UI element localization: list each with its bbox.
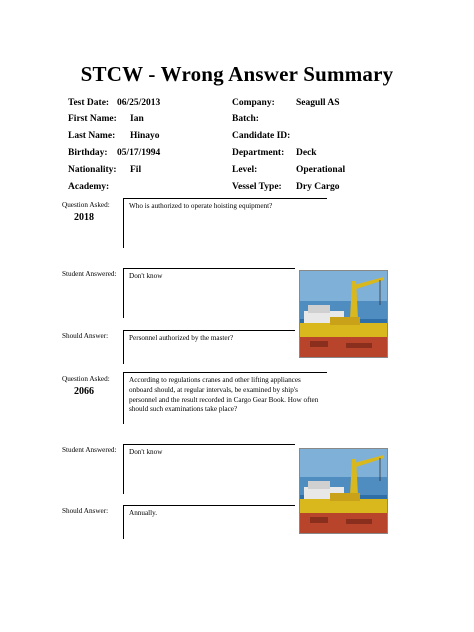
question-number: 2018 [74,212,94,223]
should-answer-label: Should Answer: [62,332,109,340]
test-date-value: 06/25/2013 [117,98,161,108]
company-value: Seagull AS [296,98,340,108]
cargo-ship-crane-image [299,270,388,358]
birthday-value: 05/17/1994 [117,148,161,158]
test-date-label: Test Date: [68,98,110,108]
correct-answer-text: Annually. [129,509,158,517]
page-title: STCW - Wrong Answer Summary [80,62,394,86]
question-asked-label: Question Asked: [62,375,110,383]
student-answered-label: Student Answered: [62,270,117,278]
first-name-label: First Name: [68,114,117,124]
question-text: Who is authorized to operate hoisting equipment? [129,202,273,210]
first-name-value: Ian [130,114,144,124]
student-answer-box [123,268,295,318]
question-asked-label: Question Asked: [62,201,110,209]
company-label: Company: [232,98,275,108]
candidate-id-label: Candidate ID: [232,131,291,141]
last-name-value: Hinayo [130,131,160,141]
batch-label: Batch: [232,114,259,124]
student-answered-label: Student Answered: [62,446,117,454]
last-name-label: Last Name: [68,131,116,141]
department-value: Deck [296,148,317,158]
question-text: According to regulations cranes and other lifting appliances onboard should, at regular intervals, be examined by ship's personnel and the result recorded in Cargo Gear Book. How often should such examinations take place? [129,376,319,414]
question-box [123,372,327,424]
correct-answer-box [123,330,295,364]
nationality-label: Nationality: [68,165,117,175]
student-answer-box [123,444,295,494]
question-number: 2066 [74,386,94,397]
question-box [123,198,327,248]
student-answer-text: Don't know [129,448,163,456]
cargo-ship-crane-image [299,448,388,534]
level-label: Level: [232,165,258,175]
nationality-value: Fil [130,165,142,175]
academy-label: Academy: [68,182,110,192]
correct-answer-box [123,505,295,539]
birthday-label: Birthday: [68,148,108,158]
level-value: Operational [296,165,346,175]
should-answer-label: Should Answer: [62,507,109,515]
vessel-type-label: Vessel Type: [232,182,282,192]
student-answer-text: Don't know [129,272,163,280]
correct-answer-text: Personnel authorized by the master? [129,334,234,342]
vessel-type-value: Dry Cargo [296,182,340,192]
department-label: Department: [232,148,285,158]
